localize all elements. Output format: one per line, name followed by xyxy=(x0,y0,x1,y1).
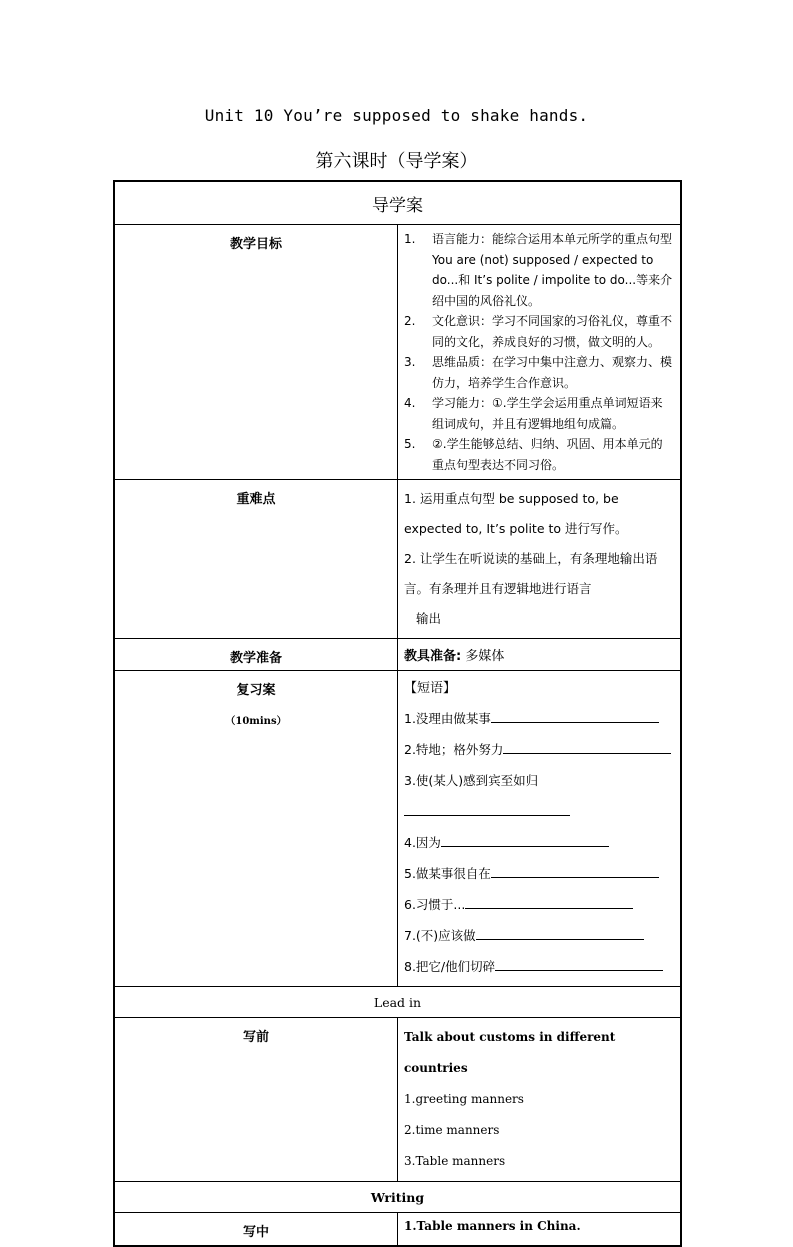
review-row xyxy=(114,671,681,987)
prewriting-item: 3.Table manners xyxy=(404,1154,506,1168)
answer-blank[interactable] xyxy=(404,802,570,816)
answer-blank[interactable] xyxy=(476,926,644,940)
goal-item: 4. 学习能力：①.学生学会运用重点单词短语来组词成句，并且有逻辑地组句成篇。 xyxy=(404,396,663,431)
phrase-item: 1.没理由做某事 xyxy=(404,703,674,734)
difficulty-content xyxy=(398,480,682,639)
difficulty-line: 输出 xyxy=(416,611,442,626)
review-content xyxy=(398,671,682,987)
phrase-item: 8.把它/他们切碎 xyxy=(404,951,674,982)
answer-blank[interactable] xyxy=(495,957,663,971)
review-duration: （10mins） xyxy=(225,716,287,727)
review-label: 复习案 （10mins） xyxy=(114,671,398,987)
preparation-row xyxy=(114,639,681,671)
while-writing-content: 1.Table manners in China. xyxy=(398,1213,682,1247)
title-english: Unit 10 You’re supposed to shake hands. xyxy=(204,106,589,125)
writing-row: Writing xyxy=(114,1182,681,1213)
phrase-item: 4.因为 xyxy=(404,827,674,858)
goal-item: 5. ②.学生能够总结、归纳、巩固、用本单元的重点句型表达不同习俗。 xyxy=(404,437,663,472)
prewriting-content xyxy=(398,1018,682,1182)
while-writing-row xyxy=(114,1213,681,1247)
difficulty-line: 1. 运用重点句型 be supposed to, be expected to, It’s polite to 进行写作。 xyxy=(404,491,628,536)
preparation-label: 教学准备 xyxy=(114,639,398,671)
prewriting-item: 2.time manners xyxy=(404,1123,500,1137)
phrase-item: 6.习惯于... xyxy=(404,889,674,920)
phrase-item: 2.特地；格外努力 xyxy=(404,734,674,765)
prewriting-label: 写前 xyxy=(114,1018,398,1182)
phrase-item: 7.(不)应该做 xyxy=(404,920,674,951)
difficulty-line: 2. 让学生在听说读的基础上，有条理地输出语言。有条理并且有逻辑地进行语言 xyxy=(404,551,658,596)
prewriting-item: 1.greeting manners xyxy=(404,1092,524,1106)
lesson-plan-table xyxy=(113,180,682,1247)
title-chinese: 第六课时（导学案） xyxy=(315,151,478,172)
phrase-item: 3.使(某人)感到宾至如归 xyxy=(404,765,674,827)
answer-blank[interactable] xyxy=(491,864,659,878)
goals-content xyxy=(398,225,682,480)
prewriting-heading: Talk about customs in different countries xyxy=(404,1030,616,1075)
prewriting-row xyxy=(114,1018,681,1182)
answer-blank[interactable] xyxy=(503,740,671,754)
table-header: 导学案 xyxy=(114,181,681,225)
goal-item: 1. 语言能力：能综合运用本单元所学的重点句型 You are (not) supposed / expected to do...和 It’s polite / impolite to do...等来介绍中国的风俗礼仪。 xyxy=(404,232,673,308)
while-writing-label: 写中 xyxy=(114,1213,398,1247)
answer-blank[interactable] xyxy=(441,833,609,847)
difficulty-row xyxy=(114,480,681,639)
goal-item: 3. 思维品质：在学习中集中注意力、观察力、模仿力，培养学生合作意识。 xyxy=(404,355,673,390)
answer-blank[interactable] xyxy=(465,895,633,909)
lead-in-row: Lead in xyxy=(114,987,681,1018)
difficulty-label: 重难点 xyxy=(114,480,398,639)
phrase-item: 5.做某事很自在 xyxy=(404,858,674,889)
preparation-content: 教具准备: 多媒体 xyxy=(398,639,682,671)
goals-row xyxy=(114,225,681,480)
goal-item: 2. 文化意识：学习不同国家的习俗礼仪，尊重不同的文化，养成良好的习惯，做文明的人。 xyxy=(404,314,673,349)
goals-label: 教学目标 xyxy=(114,225,398,480)
phrase-heading: 【短语】 xyxy=(404,681,457,696)
answer-blank[interactable] xyxy=(491,709,659,723)
